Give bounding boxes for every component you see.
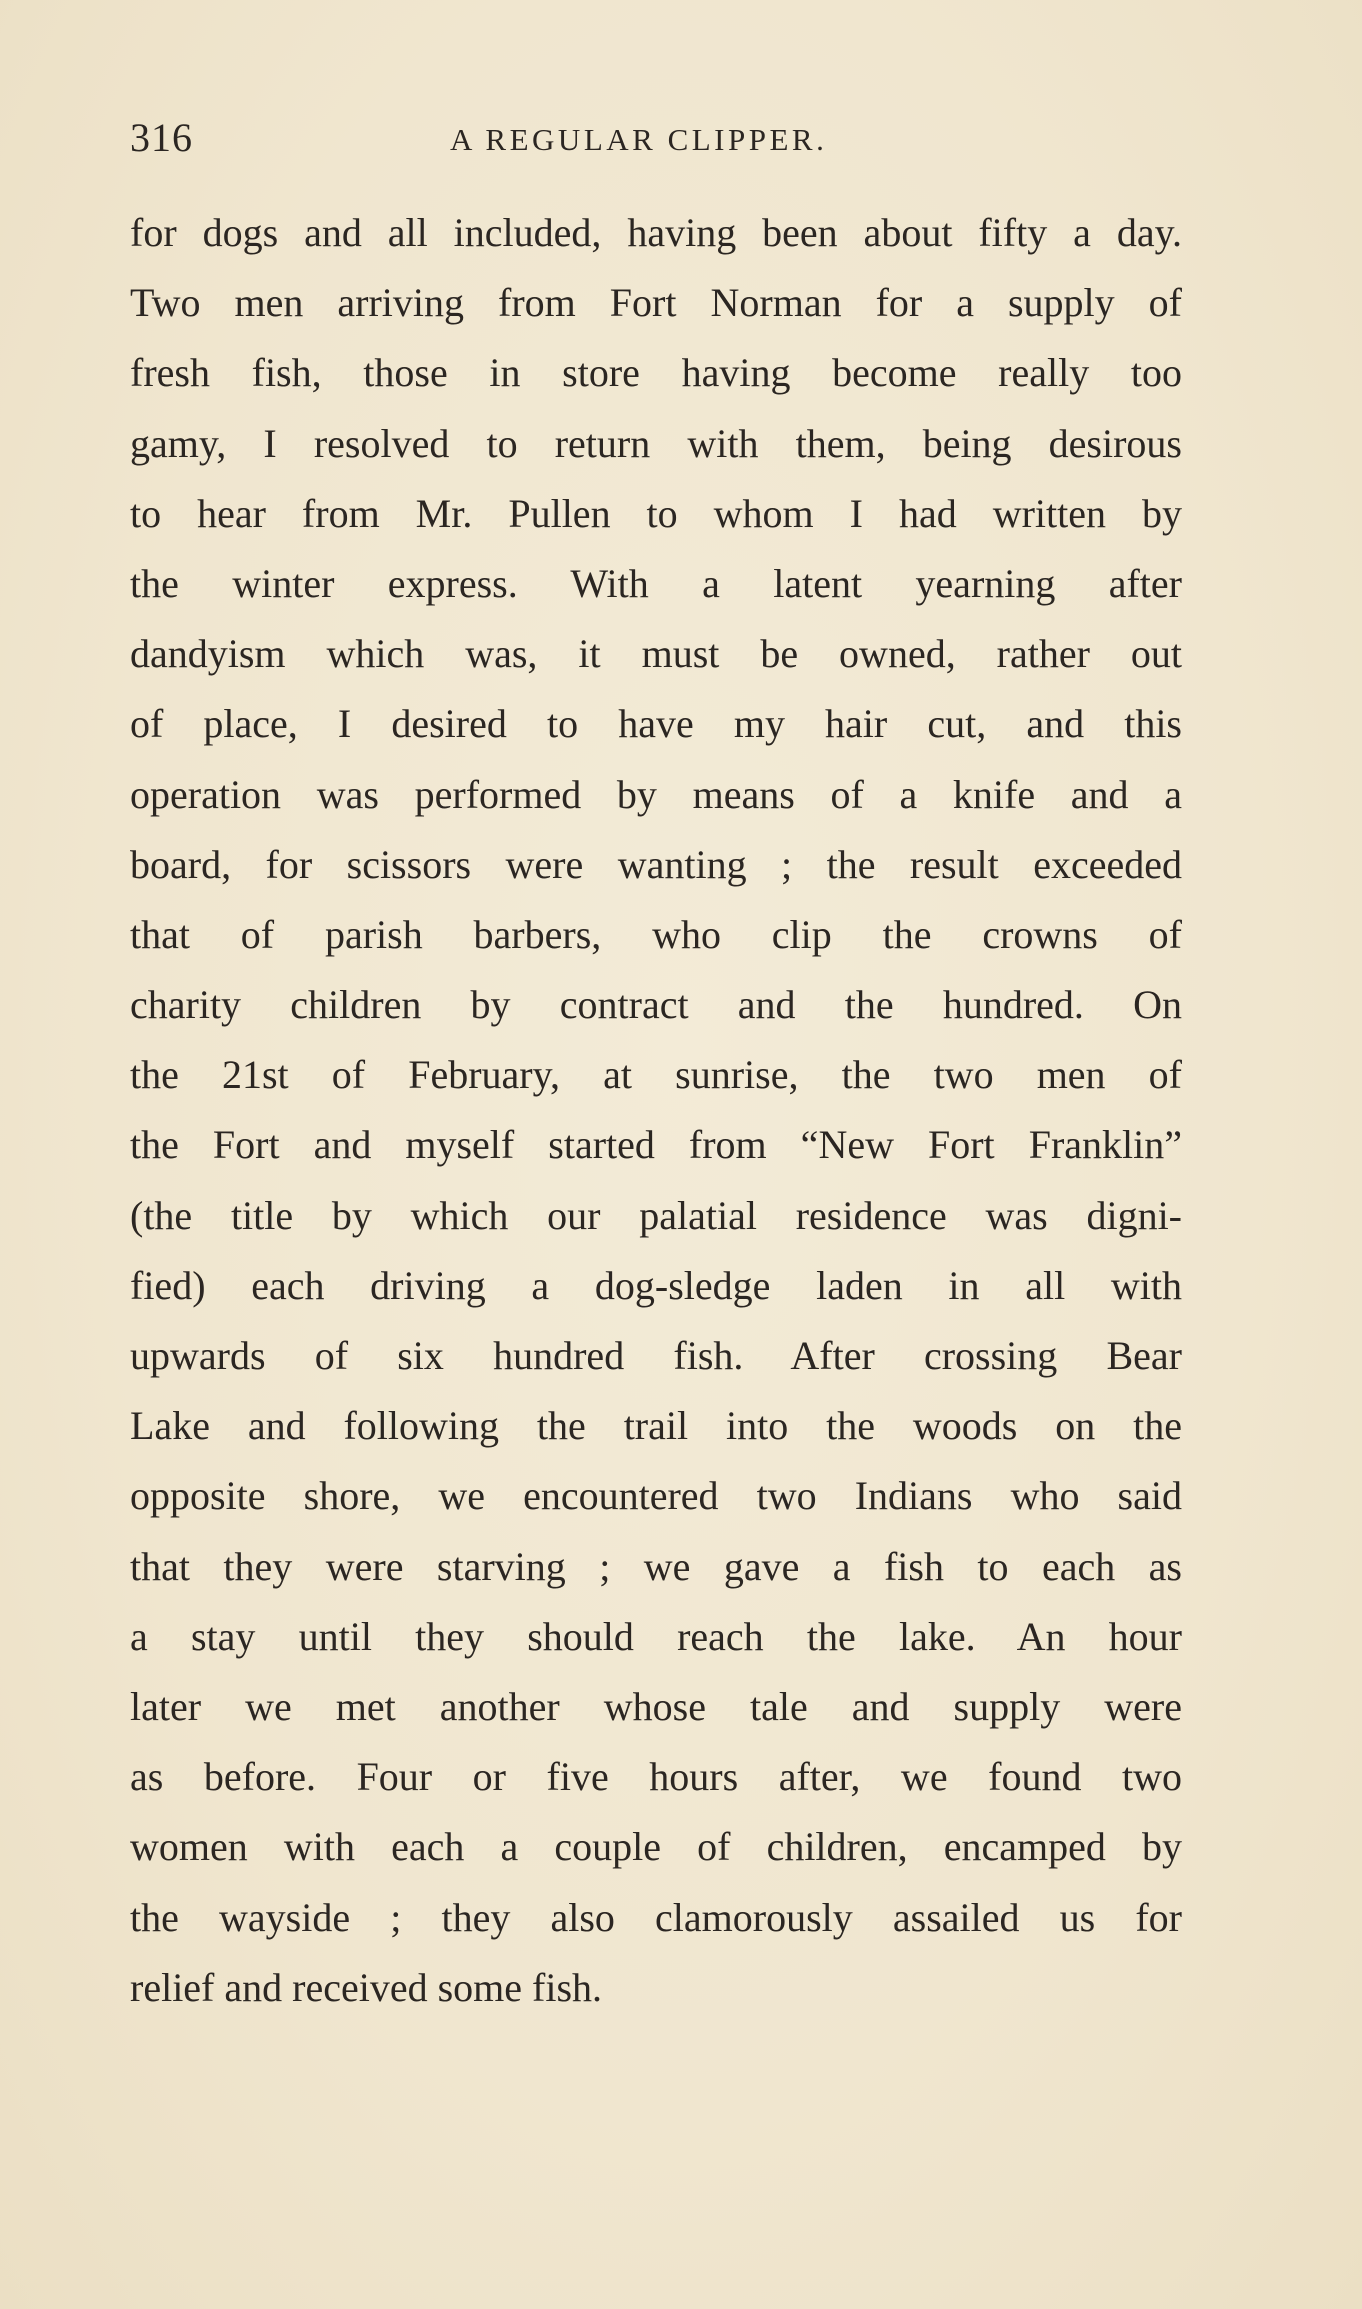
text-line: charity children by contract and the hundred. On [130,982,1182,1028]
text-line: Two men arriving from Fort Norman for a supply of [130,280,1182,326]
text-line: board, for scissors were wanting ; the result exceeded [130,841,1182,887]
text-line: as before. Four or five hours after, we found two [130,1754,1182,1800]
text-line: fresh fish, those in store having become really too [130,350,1182,396]
text-line: gamy, I resolved to return with them, being desirous [130,420,1182,466]
body-text [130,198,1182,2023]
text-line: a stay until they should reach the lake. An hour [130,1613,1182,1659]
text-line: the wayside ; they also clamorously assailed us for [130,1894,1182,1940]
text-line: dandyism which was, it must be owned, rather out [130,631,1182,677]
text-line: relief and received some fish. [130,1964,603,2010]
text-line: that they were starving ; we gave a fish to each as [130,1543,1182,1589]
text-line: (the title by which our palatial residence was digni- [130,1192,1182,1238]
text-line: operation was performed by means of a knife and a [130,771,1182,817]
text-line: fied) each driving a dog-sledge laden in all with [130,1262,1182,1308]
text-line: for dogs and all included, having been about fifty a day. [130,210,1182,255]
text-line: the Fort and myself started from “New Fort Franklin” [130,1122,1182,1168]
page-number: 316 [130,115,193,160]
running-head: A REGULAR CLIPPER. [450,122,828,157]
page-header [130,108,1180,168]
text-line: the winter express. With a latent yearning after [130,560,1182,606]
text-line: to hear from Mr. Pullen to whom I had written by [130,490,1182,536]
text-line: upwards of six hundred fish. After crossing Bear [130,1333,1182,1378]
text-line: the 21st of February, at sunrise, the two men of [130,1052,1182,1098]
text-line: Lake and following the trail into the woods on the [130,1403,1182,1449]
text-line: later we met another whose tale and supply were [130,1683,1182,1729]
text-line: opposite shore, we encountered two Indians who said [130,1473,1182,1519]
text-line: women with each a couple of children, encamped by [130,1824,1182,1870]
text-line: that of parish barbers, who clip the crowns of [130,911,1182,957]
text-line: of place, I desired to have my hair cut, and this [130,701,1182,747]
